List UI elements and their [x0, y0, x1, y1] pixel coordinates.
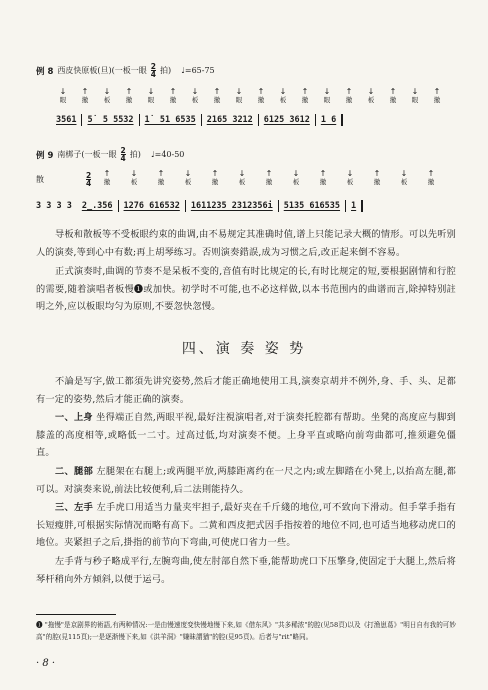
bowing-mark [127, 170, 141, 186]
example-9-inner-meter-bottom: 4 [86, 179, 92, 188]
down-arrow-icon: ↓ [147, 87, 155, 96]
bowing-mark-label: 板 [191, 96, 199, 104]
paragraph-upper-body [36, 409, 456, 462]
bowing-mark [188, 88, 202, 104]
bowing-mark [342, 88, 356, 104]
bowing-mark-label: 撤 [389, 96, 397, 104]
bowing-mark [370, 170, 384, 186]
score-measure: 2̲.356 [77, 200, 119, 212]
example-8-label: 例 8 [36, 66, 54, 77]
bowing-mark [364, 88, 378, 104]
bowing-mark [154, 170, 168, 186]
up-arrow-icon: ↑ [257, 87, 265, 96]
bowing-mark-label: 撤 [301, 96, 309, 104]
down-arrow-icon: ↓ [130, 169, 138, 178]
example-9-inner-meter [86, 172, 91, 187]
score-measure: 1 6 [316, 114, 343, 126]
bowing-mark [210, 88, 224, 104]
bowing-mark-label: 眼 [59, 96, 67, 104]
bowing-mark [316, 170, 330, 186]
example-9-meter [121, 147, 126, 162]
bowing-mark-label: 撤 [157, 178, 165, 186]
score-measure: 1 [346, 200, 363, 212]
bowing-mark [276, 88, 290, 104]
example-9-score [36, 199, 363, 213]
bowing-mark-label: 眼 [323, 96, 331, 104]
bowing-mark-label: 撤 [211, 178, 219, 186]
bowing-mark [166, 88, 180, 104]
example-8-meter-bottom: 4 [150, 70, 156, 79]
down-arrow-icon: ↓ [367, 87, 375, 96]
up-arrow-icon: ↑ [265, 169, 273, 178]
bowing-mark [78, 88, 92, 104]
score-measure: 5˙ 5 5532 [82, 114, 139, 126]
bowing-mark-label: 撤 [373, 178, 381, 186]
example-8-title: 西皮快原板(旦)(一板一眼 [57, 66, 147, 75]
example-9-heading [36, 147, 184, 162]
down-arrow-icon: ↓ [184, 169, 192, 178]
bowing-mark-label: 撤 [433, 96, 441, 104]
up-arrow-icon: ↑ [157, 169, 165, 178]
down-arrow-icon: ↓ [59, 87, 67, 96]
left-hand-text: 左手虎口用适当力量夹牢担子,最好夹在千斤綫的地位,可不致向下滑动。但手掌手指有长短瘦胖,可根据实际情况而略有高下。二黄和西皮把式因手指按着的地位不同,也可适当地移动虎口的地位。夹紧担子之后,掛指的前节向下弯曲,可使虎口省力一些。 [36, 502, 456, 548]
bowing-mark-label: 撤 [319, 178, 327, 186]
page-number: · 8 · [36, 658, 56, 669]
down-arrow-icon: ↓ [191, 87, 199, 96]
bowing-mark-label: 板 [103, 96, 111, 104]
down-arrow-icon: ↓ [323, 87, 331, 96]
up-arrow-icon: ↑ [103, 169, 111, 178]
score-measure: 1611235 2312356i [186, 200, 279, 212]
bowing-mark-label: 板 [292, 178, 300, 186]
up-arrow-icon: ↑ [389, 87, 397, 96]
example-8-heading [36, 63, 215, 78]
bowing-mark [56, 88, 70, 104]
example-9-bowing-marks [100, 170, 460, 192]
bowing-mark [320, 88, 334, 104]
up-arrow-icon: ↑ [211, 169, 219, 178]
bowing-mark-label: 撤 [125, 96, 133, 104]
score-measure: 1˙ 51 6535 [140, 114, 202, 126]
bowing-mark-label: 眼 [147, 96, 155, 104]
bowing-mark [254, 88, 268, 104]
bowing-mark-label: 撤 [81, 96, 89, 104]
bowing-mark [100, 88, 114, 104]
bowing-mark [208, 170, 222, 186]
down-arrow-icon: ↓ [411, 87, 419, 96]
bowing-mark-label: 撤 [213, 96, 221, 104]
bowing-mark-label: 板 [400, 178, 408, 186]
bowing-mark-label: 眼 [411, 96, 419, 104]
bowing-mark [122, 88, 136, 104]
down-arrow-icon: ↓ [238, 169, 246, 178]
bowing-mark [430, 88, 444, 104]
up-arrow-icon: ↑ [301, 87, 309, 96]
up-arrow-icon: ↑ [213, 87, 221, 96]
score-measure: 1276 616532 [119, 200, 186, 212]
score-measure: 5135 616535 [279, 200, 346, 212]
example-8-bowing-marks [56, 88, 456, 110]
up-arrow-icon: ↑ [427, 169, 435, 178]
paragraph-left-wrist: 左手背与秒子略成平行,左腕弯曲,使左肘部自然下垂,能帮助虎口下压擎身,使固定于大腿上,然后将琴杆稍向外方倾斜,以便于运弓。 [36, 556, 456, 585]
footnote: ❶ "拖慢"是京剧界的術語,有两种情况:一是由慢速度变快慢地慢下来,如《借东风》"共多稀浓"的腔(见58頁)以及《打渔崽葛》"明日自有我的可妙高"的腔(見115頁);一是逐渐慢下来,如《洪羊洞》"嫌昧謂猶"的腔(見95頁)。后者与"rit"略同。 [36, 621, 456, 641]
bowing-mark [181, 170, 195, 186]
legs-heading: 二、腿部 [55, 466, 94, 477]
example-9-inner-meter-frac [86, 172, 91, 187]
example-9-inner-meter-top: 2 [86, 171, 92, 180]
bowing-mark [298, 88, 312, 104]
up-arrow-icon: ↑ [373, 169, 381, 178]
bowing-mark-label: 撤 [427, 178, 435, 186]
bowing-mark [424, 170, 438, 186]
up-arrow-icon: ↑ [433, 87, 441, 96]
bowing-mark [235, 170, 249, 186]
paragraph-legs [36, 463, 456, 498]
score-measure: 3561 [56, 114, 82, 126]
up-arrow-icon: ↑ [81, 87, 89, 96]
example-9-meter-close: 拍) [129, 150, 141, 159]
bowing-mark [289, 170, 303, 186]
example-9-meter-bottom: 4 [120, 154, 126, 163]
bowing-mark [397, 170, 411, 186]
bowing-mark [343, 170, 357, 186]
bowing-mark-label: 板 [279, 96, 287, 104]
example-8-meter-close: 拍) [159, 66, 172, 75]
down-arrow-icon: ↓ [346, 169, 354, 178]
left-hand-heading: 三、左手 [55, 502, 94, 513]
down-arrow-icon: ↓ [103, 87, 111, 96]
bowing-mark-label: 眼 [235, 96, 243, 104]
paragraph-tempo-guidance: 正式演奏时,曲调的节奏不是呆板不变的,音值有时比规定的长,有时比规定的短,要根据剧情和行腔的需要,随着演唱者板慢❶或加快。初学时不可能,也不必这样做,以本书范围内的曲谱而言,除掉特别註明之外,应以板眼均匀为原则,不要忽快忽慢。 [36, 266, 456, 312]
example-9-label: 例 9 [36, 150, 54, 161]
bowing-mark-label: 撤 [169, 96, 177, 104]
down-arrow-icon: ↓ [235, 87, 243, 96]
down-arrow-icon: ↓ [292, 169, 300, 178]
bowing-mark-label: 板 [184, 178, 192, 186]
legs-text: 左腿架在右腿上;或两腿平放,两膝距离约在一尺之内;或左脚踏在小凳上,以抬高左腿,都可以。对演奏来说,前法比较便利,后二法則能持久。 [36, 466, 456, 495]
bowing-mark [232, 88, 246, 104]
example-8-tempo: ♩=65-75 [181, 66, 215, 75]
example-9-lead-word: 散 [36, 175, 44, 184]
upper-body-text: 坐得端正自然,两眼平视,最好注視演唱者,对于演奏托腔都有帮助。坐凳的高度应与脚到膝盖的高度相等,或略低一二寸。过高过低,均对演奏不便。上身平直或略向前弯曲都可,推须避免僵直。 [36, 412, 456, 458]
bowing-mark-label: 板 [238, 178, 246, 186]
bowing-mark-label: 撤 [345, 96, 353, 104]
bowing-mark [386, 88, 400, 104]
example-8-score [56, 113, 343, 127]
bowing-mark-label: 板 [367, 96, 375, 104]
section-title: 四、演 奏 姿 势 [181, 341, 307, 357]
example-9-title: 南梆子(一板一眼 [57, 150, 117, 159]
bowing-mark-label: 撤 [257, 96, 265, 104]
down-arrow-icon: ↓ [279, 87, 287, 96]
example-8-meter-top: 2 [150, 62, 156, 71]
up-arrow-icon: ↑ [319, 169, 327, 178]
bowing-mark-label: 撤 [103, 178, 111, 186]
up-arrow-icon: ↑ [125, 87, 133, 96]
bowing-mark [100, 170, 114, 186]
bowing-mark-label: 板 [346, 178, 354, 186]
example-9-tempo: ♩=40-50 [150, 150, 185, 159]
bowing-mark [408, 88, 422, 104]
example-8-meter [151, 63, 156, 78]
bowing-mark [262, 170, 276, 186]
up-arrow-icon: ↑ [345, 87, 353, 96]
paragraph-posture-intro: 不論是写字,做工都須先讲究姿势,然后才能正确地使用工具,演奏京胡并不例外,身、手、头、足都有一定的姿势,然后才能正确的演奏。 [36, 376, 456, 405]
up-arrow-icon: ↑ [169, 87, 177, 96]
paragraph-left-hand [36, 499, 456, 552]
bowing-mark-label: 板 [130, 178, 138, 186]
score-lead-notes: 3 3 3 3 [36, 201, 72, 211]
bowing-mark [144, 88, 158, 104]
bowing-mark-label: 撤 [265, 178, 273, 186]
paragraph-rhythm-notes: 导板和散板等不受板眼约束的曲调,由不易规定其准确时值,谱上只能记录大概的情形。可以先听别人的演奏,等到心中有数;再上胡琴练习。否则演奏錯誤,成为习惯之后,改正起来倒不容易。 [36, 229, 456, 258]
example-9-meter-top: 2 [120, 146, 126, 155]
upper-body-heading: 一、上身 [55, 412, 93, 423]
footnote-divider [36, 614, 116, 615]
score-measure: 6125 3612 [259, 114, 316, 126]
down-arrow-icon: ↓ [400, 169, 408, 178]
score-measure: 2165 3212 [202, 114, 259, 126]
